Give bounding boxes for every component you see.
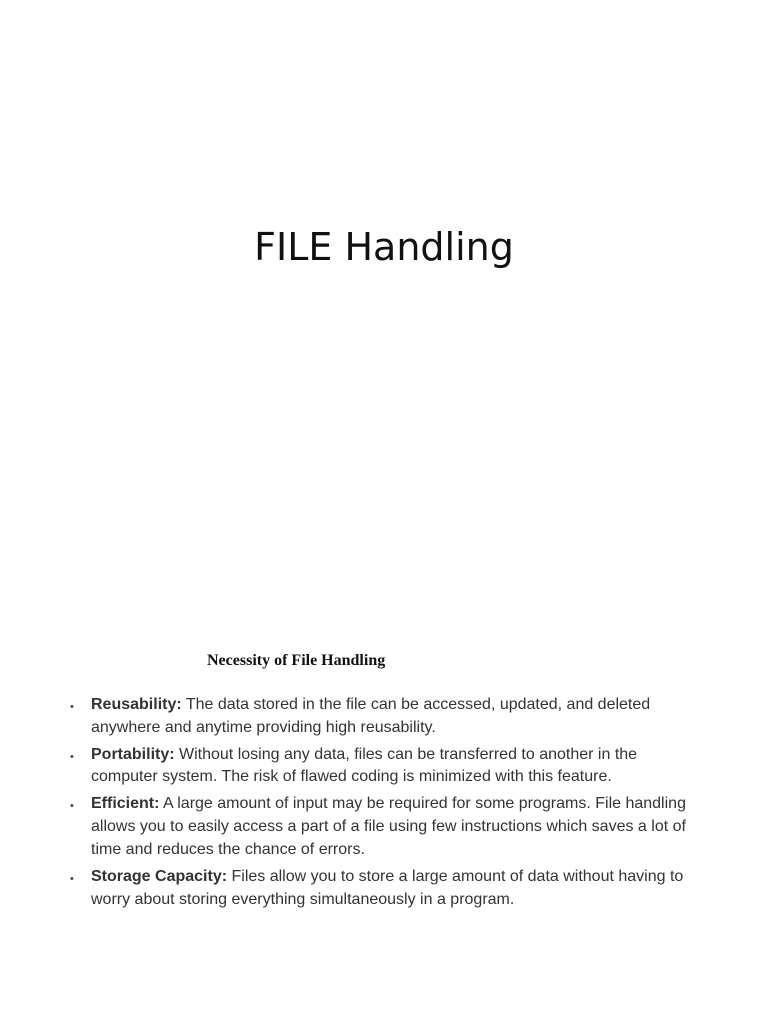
section-heading: Necessity of File Handling [207, 652, 386, 669]
necessity-list [66, 694, 686, 916]
item-text: The data stored in the file can be accessed, updated, and deleted anywhere and anytime providing high reusability. [91, 696, 651, 736]
list-item-portability [66, 744, 686, 789]
bullet-icon: • [70, 800, 74, 813]
list-item-storage-capacity [66, 866, 686, 911]
item-text: Without losing any data, files can be transferred to another in the computer system. The risk of flawed coding is minimized with this feature. [91, 745, 638, 786]
list-item-reusability [66, 694, 686, 739]
bullet-icon: • [70, 872, 74, 885]
page-title: FILE Handling [254, 225, 514, 269]
bullet-icon: • [70, 701, 74, 713]
bullet-icon: • [70, 750, 74, 763]
item-text: A large amount of input may be required for some programs. File handling allows you to easily access a part of a file using few instructions which saves a lot of time and reduces the chance of errors. [91, 795, 686, 858]
item-term: Portability: [91, 745, 175, 763]
list-item-efficient [66, 793, 686, 861]
item-term: Reusability: [91, 696, 182, 713]
item-term: Storage Capacity: [91, 867, 228, 885]
item-text: Files allow you to store a large amount of data without having to worry about storing everything simultaneously in a program. [91, 867, 684, 908]
item-term: Efficient: [91, 795, 160, 813]
